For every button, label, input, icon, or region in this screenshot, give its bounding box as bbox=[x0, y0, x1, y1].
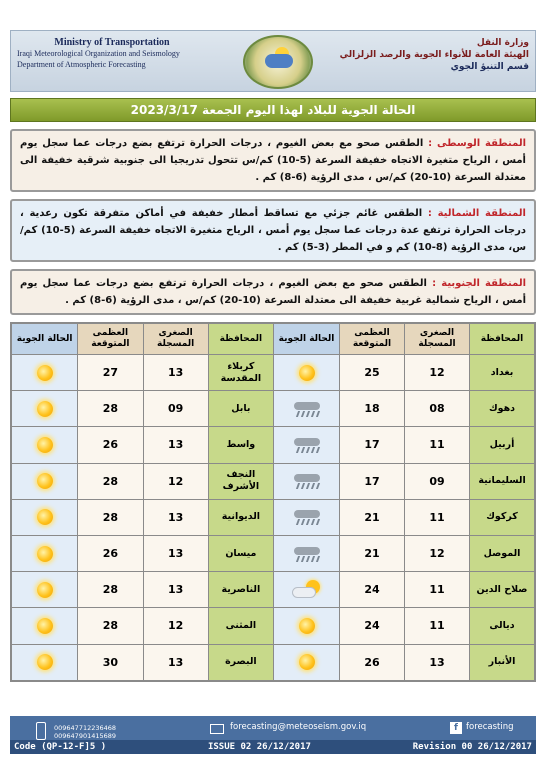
ministry-ar: وزارة النقل bbox=[476, 38, 529, 48]
sun-icon bbox=[37, 437, 53, 453]
status-cell bbox=[12, 536, 77, 571]
status-cell bbox=[274, 500, 339, 535]
rain-cloud-icon bbox=[294, 472, 320, 490]
rain-cloud-icon bbox=[294, 508, 320, 526]
sun-icon bbox=[37, 401, 53, 417]
max-temp-cell: 24 bbox=[339, 608, 404, 643]
organization-ar: الهيئة العامة للأنواء الجوية والرصد الزلزالي bbox=[339, 50, 529, 60]
status-cell bbox=[12, 427, 77, 462]
table-row bbox=[12, 426, 273, 462]
governorate-cell: الديوانية bbox=[208, 500, 273, 535]
governorate-cell: بغداد bbox=[469, 355, 534, 390]
partly-cloudy-icon bbox=[292, 579, 322, 601]
table-header bbox=[274, 324, 534, 354]
max-temp-cell: 18 bbox=[339, 391, 404, 426]
governorate-cell: واسط bbox=[208, 427, 273, 462]
sun-icon bbox=[37, 365, 53, 381]
max-temp-cell: 28 bbox=[77, 572, 142, 607]
table-row bbox=[274, 644, 534, 680]
status-cell bbox=[274, 355, 339, 390]
region-central-name: المنطقة الوسطى : bbox=[428, 138, 527, 149]
table-left-half bbox=[12, 324, 273, 680]
region-central bbox=[10, 129, 536, 192]
status-cell bbox=[274, 608, 339, 643]
table-row bbox=[12, 607, 273, 643]
min-temp-cell: 12 bbox=[404, 536, 469, 571]
min-temp-cell: 13 bbox=[143, 427, 208, 462]
table-row bbox=[12, 644, 273, 680]
header-min: الصغرى المسجلة bbox=[143, 324, 208, 354]
governorate-cell: النجف الأشرف bbox=[208, 464, 273, 499]
min-temp-cell: 12 bbox=[143, 464, 208, 499]
doc-issue: ISSUE 02 26/12/2017 bbox=[207, 742, 311, 752]
table-row bbox=[12, 535, 273, 571]
organization-en: Iraqi Meteorological Organization and Seismology bbox=[17, 49, 180, 58]
status-cell bbox=[12, 355, 77, 390]
phone-icon bbox=[36, 722, 46, 740]
max-temp-cell: 17 bbox=[339, 427, 404, 462]
min-temp-cell: 12 bbox=[143, 608, 208, 643]
max-temp-cell: 27 bbox=[77, 355, 142, 390]
forecast-table bbox=[10, 322, 536, 682]
phone-1: 009647712236468 bbox=[54, 724, 117, 732]
department-ar: قسم التنبؤ الجوي bbox=[450, 62, 529, 72]
facebook-icon: f bbox=[450, 722, 462, 734]
max-temp-cell: 17 bbox=[339, 464, 404, 499]
min-temp-cell: 13 bbox=[143, 645, 208, 680]
status-cell bbox=[274, 536, 339, 571]
max-temp-cell: 28 bbox=[77, 500, 142, 535]
governorate-cell: كربلاء المقدسة bbox=[208, 355, 273, 390]
min-temp-cell: 13 bbox=[404, 645, 469, 680]
organization-logo bbox=[243, 35, 313, 89]
header-governorate: المحافظة bbox=[208, 324, 273, 354]
status-cell bbox=[274, 427, 339, 462]
status-cell bbox=[12, 391, 77, 426]
header-status: الحالة الجوية bbox=[12, 324, 77, 354]
region-south bbox=[10, 269, 536, 315]
report-title: الحالة الجوية للبلاد لهذا اليوم الجمعة 2023/3/17 bbox=[10, 98, 536, 122]
phone-numbers bbox=[54, 724, 116, 740]
table-row bbox=[274, 499, 534, 535]
doc-revision: Revision 00 26/12/2017 bbox=[412, 742, 532, 752]
max-temp-cell: 26 bbox=[339, 645, 404, 680]
min-temp-cell: 11 bbox=[404, 608, 469, 643]
governorate-cell: الناصرية bbox=[208, 572, 273, 607]
min-temp-cell: 08 bbox=[404, 391, 469, 426]
rain-cloud-icon bbox=[294, 400, 320, 418]
facebook-link[interactable]: forecasting bbox=[466, 722, 514, 732]
table-row bbox=[274, 390, 534, 426]
table-row bbox=[12, 463, 273, 499]
table-row bbox=[12, 354, 273, 390]
sun-icon bbox=[299, 365, 315, 381]
governorate-cell: بابل bbox=[208, 391, 273, 426]
max-temp-cell: 30 bbox=[77, 645, 142, 680]
max-temp-cell: 21 bbox=[339, 536, 404, 571]
header-status: الحالة الجوية bbox=[274, 324, 339, 354]
governorate-cell: المثنى bbox=[208, 608, 273, 643]
email-link[interactable]: forecasting@meteoseism.gov.iq bbox=[230, 722, 367, 732]
governorate-cell: صلاح الدين bbox=[469, 572, 534, 607]
region-south-name: المنطقة الجنوبية : bbox=[432, 278, 527, 289]
header-min: الصغرى المسجلة bbox=[404, 324, 469, 354]
header-arabic bbox=[339, 37, 529, 73]
min-temp-cell: 11 bbox=[404, 427, 469, 462]
governorate-cell: أربيل bbox=[469, 427, 534, 462]
status-cell bbox=[274, 391, 339, 426]
max-temp-cell: 28 bbox=[77, 608, 142, 643]
region-north-text: الطقس غائم جزئي مع تساقط أمطار خفيفة في أماكن متفرقة تكون رعدية ، درجات الحرارة ترتفع عدة درجات عما سجل يوم أمس ، الرياح متغيرة الاتجاه خفيفة السرعة (5-10) كم/س، مدى الرؤية (8-10) كم و في المطر (3-5) كم . bbox=[20, 208, 526, 253]
mail-icon bbox=[210, 724, 224, 734]
sun-icon bbox=[299, 618, 315, 634]
table-row bbox=[12, 390, 273, 426]
governorate-cell: دهوك bbox=[469, 391, 534, 426]
region-south-text: الطقس صحو مع بعض الغيوم ، درجات الحرارة ترتفع بضع درجات عما سجل يوم أمس ، الرياح شمالية غربية خفيفة الى معتدلة السرعة (10-20) كم/س ، مدى الرؤية (6-8) كم . bbox=[20, 278, 526, 306]
status-cell bbox=[274, 645, 339, 680]
governorate-cell: كركوك bbox=[469, 500, 534, 535]
status-cell bbox=[12, 572, 77, 607]
max-temp-cell: 21 bbox=[339, 500, 404, 535]
table-row bbox=[274, 354, 534, 390]
doc-code: Code (QP-12-F]5 ) bbox=[14, 742, 107, 752]
status-cell bbox=[274, 572, 339, 607]
rain-cloud-icon bbox=[294, 436, 320, 454]
status-cell bbox=[12, 645, 77, 680]
governorate-cell: البصرة bbox=[208, 645, 273, 680]
min-temp-cell: 09 bbox=[404, 464, 469, 499]
header-banner bbox=[10, 30, 536, 92]
governorate-cell: السليمانية bbox=[469, 464, 534, 499]
status-cell bbox=[12, 464, 77, 499]
table-row bbox=[274, 463, 534, 499]
governorate-cell: الأنبار bbox=[469, 645, 534, 680]
min-temp-cell: 09 bbox=[143, 391, 208, 426]
min-temp-cell: 12 bbox=[404, 355, 469, 390]
max-temp-cell: 28 bbox=[77, 464, 142, 499]
sun-icon bbox=[299, 654, 315, 670]
table-row bbox=[274, 426, 534, 462]
sun-icon bbox=[37, 654, 53, 670]
header-max: العظمى المتوقعة bbox=[339, 324, 404, 354]
sun-icon bbox=[37, 473, 53, 489]
status-cell bbox=[12, 500, 77, 535]
governorate-cell: الموصل bbox=[469, 536, 534, 571]
table-row bbox=[274, 607, 534, 643]
header-english bbox=[17, 37, 207, 70]
governorate-cell: ديالى bbox=[469, 608, 534, 643]
max-temp-cell: 28 bbox=[77, 391, 142, 426]
region-north-name: المنطقة الشمالية : bbox=[427, 208, 526, 219]
table-row bbox=[274, 571, 534, 607]
ministry-en: Ministry of Transportation bbox=[54, 37, 170, 48]
min-temp-cell: 13 bbox=[143, 536, 208, 571]
rain-cloud-icon bbox=[294, 545, 320, 563]
status-cell bbox=[274, 464, 339, 499]
table-header bbox=[12, 324, 273, 354]
max-temp-cell: 24 bbox=[339, 572, 404, 607]
max-temp-cell: 26 bbox=[77, 427, 142, 462]
sun-icon bbox=[37, 546, 53, 562]
min-temp-cell: 11 bbox=[404, 500, 469, 535]
sun-icon bbox=[37, 509, 53, 525]
min-temp-cell: 11 bbox=[404, 572, 469, 607]
governorate-cell: ميسان bbox=[208, 536, 273, 571]
region-north bbox=[10, 199, 536, 262]
table-row bbox=[12, 571, 273, 607]
sun-icon bbox=[37, 582, 53, 598]
status-cell bbox=[12, 608, 77, 643]
header-governorate: المحافظة bbox=[469, 324, 534, 354]
min-temp-cell: 13 bbox=[143, 500, 208, 535]
min-temp-cell: 13 bbox=[143, 572, 208, 607]
table-row bbox=[274, 535, 534, 571]
region-central-text: الطقس صحو مع بعض الغيوم ، درجات الحرارة ترتفع بضع درجات عما سجل يوم أمس ، الرياح متغيرة الاتجاه خفيفة السرعة (5-10) كم/س تتحول تدريجيا الى جنوبية شرقية خفيفة الى معتدلة السرعة (10-20) كم/س ، مدى الرؤية (6-8) كم . bbox=[20, 138, 526, 183]
table-right-half bbox=[273, 324, 534, 680]
document-code-bar bbox=[10, 740, 536, 754]
max-temp-cell: 26 bbox=[77, 536, 142, 571]
header-max: العظمى المتوقعة bbox=[77, 324, 142, 354]
department-en: Department of Atmospheric Forecasting bbox=[17, 60, 146, 69]
table-row bbox=[12, 499, 273, 535]
max-temp-cell: 25 bbox=[339, 355, 404, 390]
phone-2: 009647901415689 bbox=[54, 732, 117, 740]
sun-icon bbox=[37, 618, 53, 634]
min-temp-cell: 13 bbox=[143, 355, 208, 390]
